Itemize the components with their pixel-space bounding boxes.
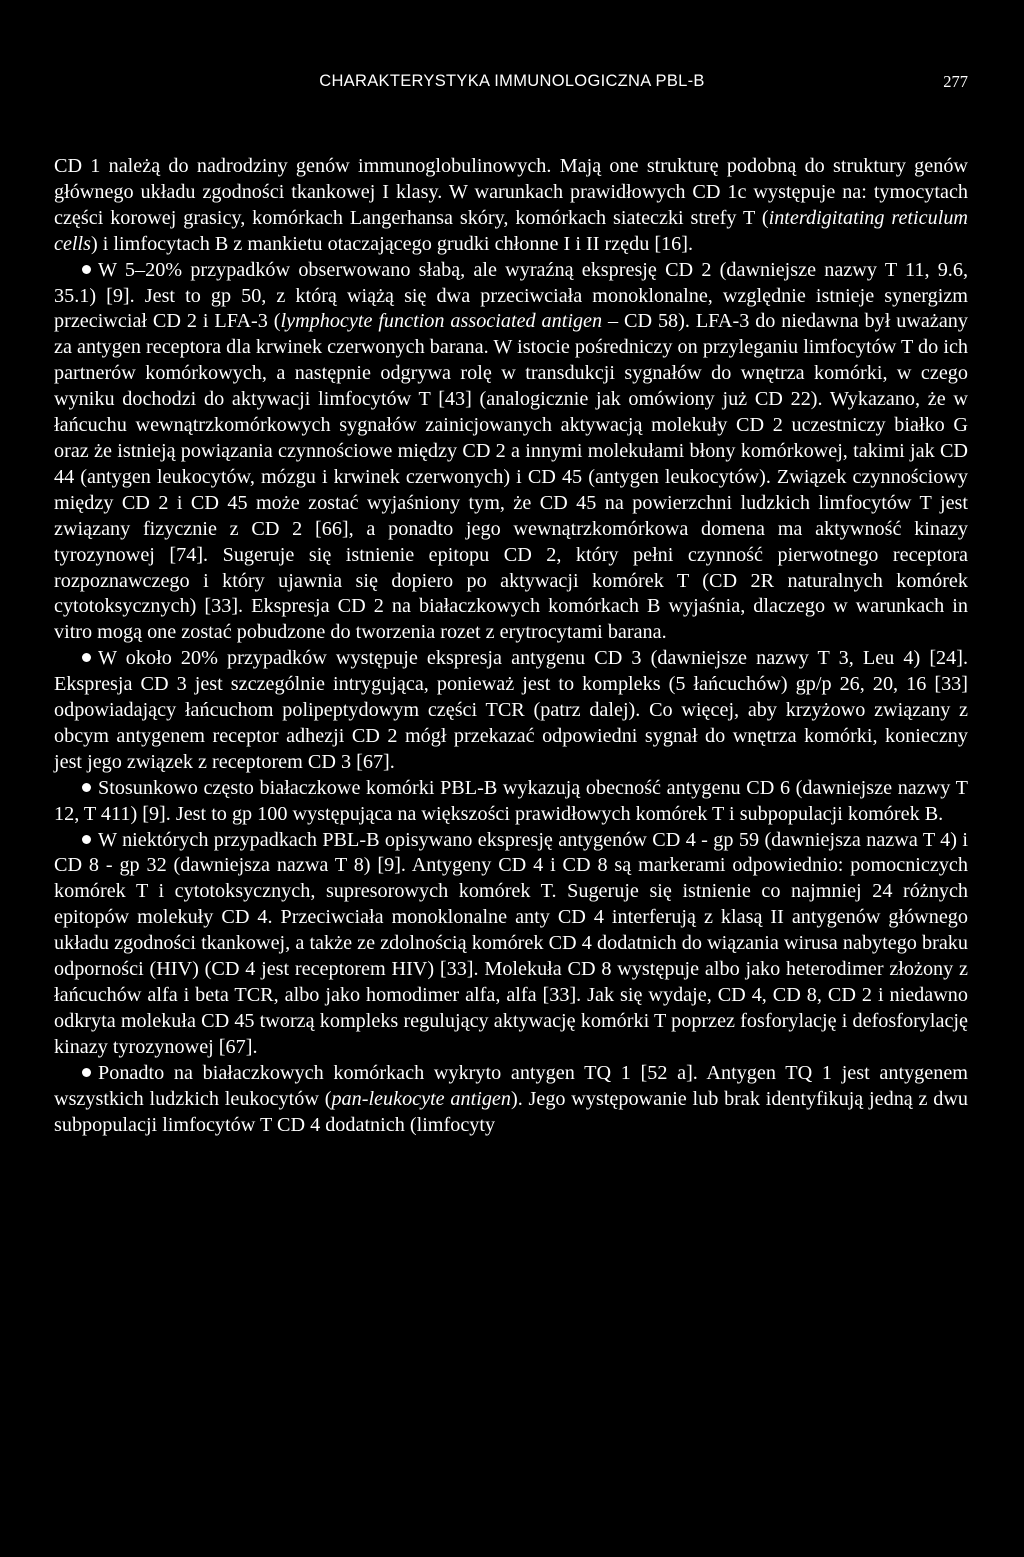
paragraph-text: ). Jego występowanie lub brak identyfikują jedną z dwu subpopulacji limfocytów T CD 4 dodatnich (limfocyty <box>54 1087 968 1136</box>
paragraph-cd2 <box>54 258 968 647</box>
paragraph-text: Stosunkowo często białaczkowe komórki PBL-B wykazują obecność antygenu CD 6 (dawniejsze nazwy T 12, T 411) [9]. Jest to gp 100 występująca na większości prawidłowych komórek T i subpopulacji komórek B. <box>54 776 968 825</box>
paragraph-text: – CD 58). LFA-3 do niedawna był uważany za antygen receptora dla krwinek czerwonych barana. W istocie pośredniczy on przyleganiu limfocytów T do ich partnerów komórkowych, a następnie odgrywa rolę w transdukcji sygnałów do wnętrza komórki, w czego wyniku dochodzi do aktywacji limfocytów T [43] (analogicznie jak omówiony już CD 22). Wykazano, że w łańcuchu wewnątrzkomórkowych sygnałów zainicjowanych aktywacją molekuły CD 2 uczestniczy białko G oraz że istnieją powiązania czynnościowe między CD 2 a innymi molekułami błony komórkowej, takimi jak CD 44 (antygen leukocytów, mózgu i krwinek czerwonych) i CD 45 (antygen leukocytów). Związek czynnościowy między CD 2 i CD 45 może zostać wyjaśniony tym, że CD 45 na powierzchni ludzkich limfocytów T jest związany fizycznie z CD 2 [66], a ponadto jego wewnątrzkomórkowa domena ma aktywność kinazy tyrozynowej [74]. Sugeruje się istnienie epitopu CD 2, który pełni czynność pierwotnego receptora rozpoznawczego i który ujawnia się dopiero po aktywacji komórek T (CD 2R naturalnych komórek cytotoksycznych) [33]. Ekspresja CD 2 na białaczkowych komórkach B wyjaśnia, dlaczego w warunkach in vitro mogą one zostać pobudzone do tworzenia rozet z erytrocytami barana. <box>54 310 968 644</box>
paragraph-cd6 <box>54 776 968 828</box>
bullet-icon <box>82 1068 91 1077</box>
bullet-icon <box>82 783 91 792</box>
paragraph-text: Ponadto na białaczkowych komórkach wykryto antygen TQ 1 [52 a]. Antygen TQ 1 jest antygenem wszystkich ludzkich leukocytów ( <box>54 1061 968 1110</box>
running-title: CHARAKTERYSTYKA IMMUNOLOGICZNA PBL-B <box>319 72 705 90</box>
bullet-icon <box>82 653 91 662</box>
bullet-icon <box>82 265 91 274</box>
running-head <box>0 72 1024 100</box>
paragraph-text: W niektórych przypadkach PBL-B opisywano ekspresję antygenów CD 4 - gp 59 (dawniejsza nazwa T 4) i CD 8 - gp 32 (dawniejsza nazwa T 8) [9]. Antygeny CD 4 i CD 8 są markerami odpowiednio: pomocniczych komórek T i cytotoksycznych, supresorowych komórek T. Sugeruje się istnienie co najmniej 24 różnych epitopów molekuły CD 4. Przeciwciała monoklonalne anty CD 4 interferują z klasą II antygenów głównego układu zgodności tkankowej, a także ze zdolnością komórek CD 4 dodatnich do wiązania wirusa nabytego braku odporności (HIV) (CD 4 jest receptorem HIV) [33]. Molekuła CD 8 występuje albo jako heterodimer złożony z łańcuchów alfa i beta TCR, albo jako homodimer alfa, alfa [33]. Jak się wydaje, CD 4, CD 8, CD 2 i niedawno odkryta molekuła CD 45 tworzą kompleks regulujący aktywację komórki T poprzez fosforylację i defosforylację kinazy tyrozynowej [67]. <box>54 828 968 1058</box>
paragraph-text: CD 1 należą do nadrodziny genów immunoglobulinowych. Mają one strukturę podobną do struktury genów głównego układu zgodności tkankowej I klasy. W warunkach prawidłowych CD 1c występuje na: tymocytach części korowej grasicy, komórkach Langerhansa skóry, komórkach siateczki strefy T ( <box>54 155 968 229</box>
paragraph-cd1 <box>54 154 968 258</box>
body-text <box>54 154 968 1138</box>
page-number: 277 <box>943 72 968 91</box>
italic-term: pan-leukocyte antigen <box>331 1087 511 1110</box>
bullet-icon <box>82 835 91 844</box>
paragraph-cd3 <box>54 646 968 776</box>
italic-term: interdigitating reticulum cells <box>54 206 968 255</box>
paragraph-tq1 <box>54 1061 968 1139</box>
paragraph-text: W 5–20% przypadków obserwowano słabą, ale wyraźną ekspresję CD 2 (dawniejsze nazwy T 11, 9.6, 35.1) [9]. Jest to gp 50, z którą wiążą się dwa przeciwciała monoklonalne, względnie istnieje synergizm przeciwciał CD 2 i LFA-3 ( <box>54 258 968 333</box>
paragraph-text: ) i limfocytach B z mankietu otaczającego grudki chłonne I i II rzędu [16]. <box>91 232 694 255</box>
italic-term: lymphocyte function associated antigen <box>280 310 603 333</box>
paragraph-text: W około 20% przypadków występuje ekspresja antygenu CD 3 (dawniejsze nazwy T 3, Leu 4) [24]. Ekspresja CD 3 jest szczególnie intrygująca, ponieważ jest to kompleks (5 łańcuchów) gp/p 26, 20, 16 [33] odpowiadający łańcuchom polipeptydowym części TCR (patrz dalej). Co więcej, aby krzyżowo związany z obcym antygenem receptor adhezji CD 2 mógł przekazać odpowiedni sygnał do wnętrza komórki, konieczny jest jego związek z receptorem CD 3 [67]. <box>54 647 968 773</box>
paragraph-cd4-cd8 <box>54 828 968 1061</box>
